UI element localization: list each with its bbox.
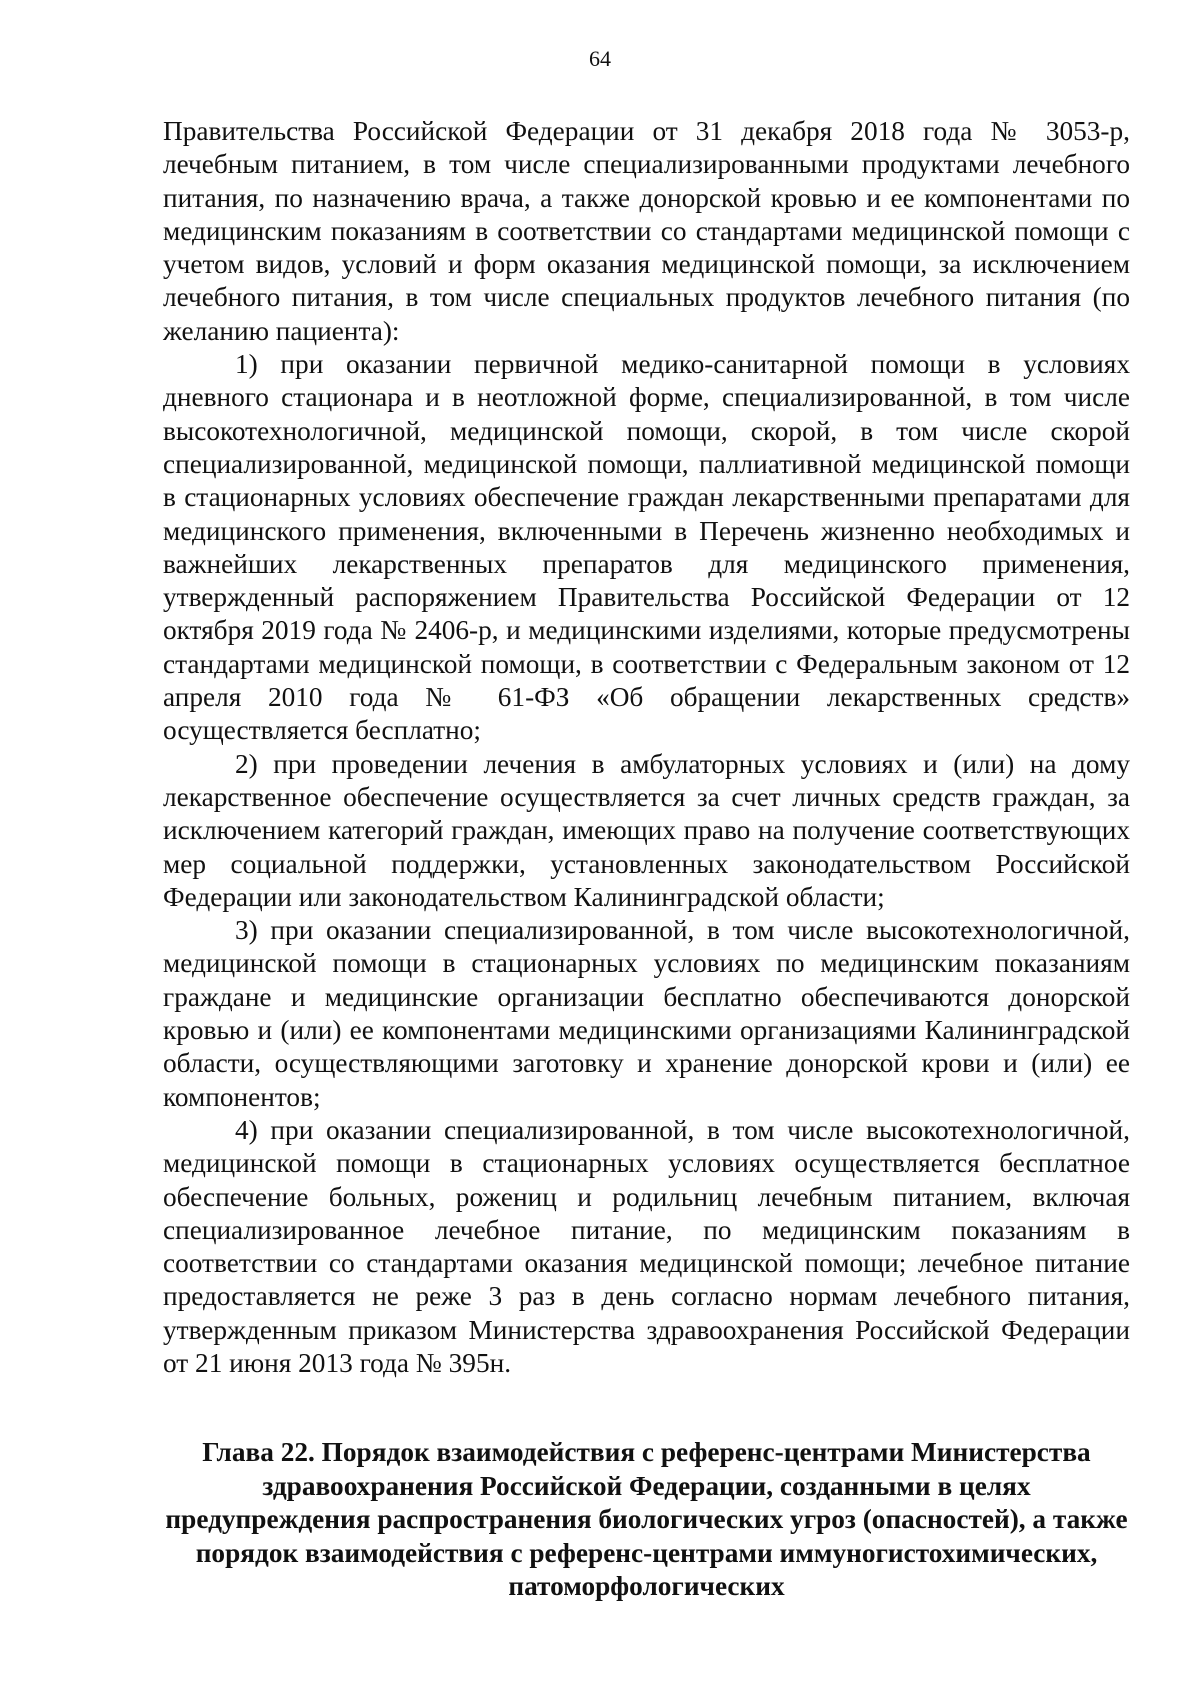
paragraph-item-1: 1) при оказании первичной медико-санитарной помощи в условиях дневного стационара и в неотложной форме, специализированной, в том числе высокотехнологичной, медицинской помощи, скорой, в том числе скорой специализированной, медицинской помощи, паллиативной медицинской помощи в стационарных условиях обеспечение граждан лекарственными препаратами для медицинского применения, включенными в Перечень жизненно необходимых и важнейших лекарственных препаратов для медицинского применения, утвержденный распоряжением Правительства Российской Федерации от 12 октября 2019 года № 2406-р, и медицинскими изделиями, которые предусмотрены стандартами медицинской помощи, в соответствии с Федеральным законом от 12 апреля 2010 года № 61-ФЗ «Об обращении лекарственных средств» осуществляется бесплатно;: [163, 349, 1130, 746]
paragraph-item-3: 3) при оказании специализированной, в том числе высокотехнологичной, медицинской помощи в стационарных условиях по медицинским показаниям граждане и медицинские организации бесплатно обеспечиваются донорской кровью и (или) ее компонентами медицинскими организациями Калининградской области, осуществляющими заготовку и хранение донорской крови и (или) ее компонентов;: [163, 915, 1130, 1112]
chapter-heading: Глава 22. Порядок взаимодействия с референс-центрами Министерства здравоохранения Российской Федерации, созданными в целях предупреждения распространения биологических угроз (опасностей), а также порядок взаимодействия с референс-центрами иммуногистохимических, патоморфологических: [165, 1437, 1128, 1601]
body-text: [163, 115, 1130, 1380]
paragraph-item-2: 2) при проведении лечения в амбулаторных условиях и (или) на дому лекарственное обеспечение осуществляется за счет личных средств граждан, за исключением категорий граждан, имеющих право на получение соответствующих мер социальной поддержки, установленных законодательством Российской Федерации или законодательством Калининградской области;: [163, 748, 1130, 912]
page-number: 64: [589, 46, 611, 71]
paragraph-continuation: Правительства Российской Федерации от 31 декабря 2018 года № 3053-р, лечебным питанием, в том числе специализированными продуктами лечебного питания, по назначению врача, а также донорской кровью и ее компонентами по медицинским показаниям в соответствии со стандартами медицинской помощи с учетом видов, условий и форм оказания медицинской помощи, за исключением лечебного питания, в том числе специальных продуктов лечебного питания (по желанию пациента):: [163, 116, 1130, 346]
paragraph-item-4: 4) при оказании специализированной, в том числе высокотехнологичной, медицинской помощи в стационарных условиях осуществляется бесплатное обеспечение больных, рожениц и родильниц лечебным питанием, включая специализированное лечебное питание, по медицинским показаниям в соответствии со стандартами оказания медицинской помощи; лечебное питание предоставляется не реже 3 раз в день согласно нормам лечебного питания, утвержденным приказом Министерства здравоохранения Российской Федерации от 21 июня 2013 года № 395н.: [163, 1114, 1130, 1378]
